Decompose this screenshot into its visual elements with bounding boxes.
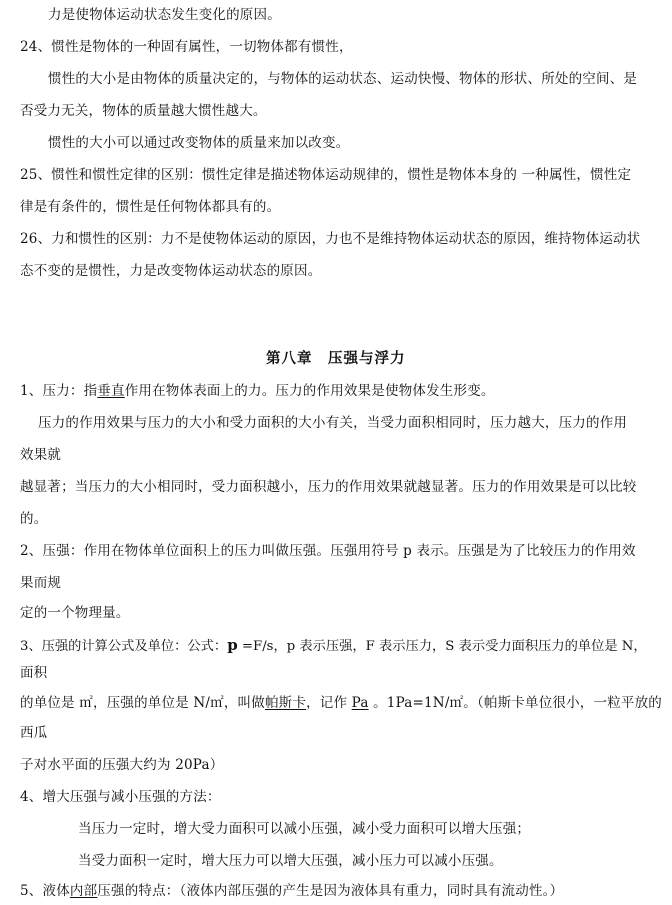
text-line: 力是使物体运动状态发生变化的原因。 <box>48 7 281 23</box>
underlined-term: 内部 <box>69 883 98 899</box>
item-2: 2、压强：作用在物体单位面积上的压力叫做压强。压强用符号 p 表示。压强是为了比较压力的作用效 <box>20 543 636 559</box>
text-line: 律是有条件的，惯性是任何物体都具有的。 <box>20 199 281 215</box>
underlined-unit: Pa <box>351 695 369 711</box>
item-25: 25、惯性和惯性定律的区别：惯性定律是描述物体运动规律的，惯性是物体本身的 一种属性，惯性定 <box>20 167 632 183</box>
text-line: 态不变的是惯性，力是改变物体运动状态的原因。 <box>20 263 322 279</box>
text-line: 子对水平面的压强大约为 20Pa） <box>20 757 224 773</box>
text-line: 当受力面积一定时，增大压力可以增大压强，减小压力可以减小压强。 <box>78 853 503 869</box>
underlined-term: 帕斯卡 <box>264 695 307 711</box>
text-segment: 压强的特点：（液体内部压强的产生是因为液体具有重力，同时具有流动性。） <box>97 883 564 899</box>
chapter-title: 第八章 压强与浮力 <box>266 350 406 367</box>
text-line: 西瓜 <box>20 725 48 741</box>
text-line: 当压力一定时，增大受力面积可以减小压强，减小受力面积可以增大压强； <box>78 821 531 837</box>
text-line: 越显著；当压力的大小相同时，受力面积越小，压力的作用效果就越显著。压力的作用效果是可以比较 <box>20 479 637 495</box>
text-line: 压力的作用效果与压力的大小和受力面积的大小有关，当受力面积相同时，压力越大，压力的作用 <box>38 415 628 431</box>
text-line: 效果就 <box>20 447 62 463</box>
text-line: 果而规 <box>20 575 62 591</box>
item-5 <box>20 882 563 900</box>
text-line: 面积 <box>20 665 48 681</box>
item-4: 4、增大压强与减小压强的方法： <box>20 789 221 805</box>
text-segment: 3、压强的计算公式及单位：公式： <box>20 639 228 654</box>
formula-symbol: p <box>227 636 238 654</box>
text-line: 惯性的大小可以通过改变物体的质量来加以改变。 <box>48 135 350 151</box>
item-26: 26、力和惯性的区别：力不是使物体运动的原因，力也不是维持物体运动状态的原因，维持物体运动状 <box>20 231 641 247</box>
text-segment: 1、压力：指 <box>20 383 98 399</box>
text-line: 否受力无关，物体的质量越大惯性越大。 <box>20 103 267 119</box>
text-segment: 。1Pa=1N/㎡。（帕斯卡单位很小，一粒平放的 <box>368 695 663 711</box>
item-24: 24、惯性是物体的一种固有属性，一切物体都有惯性， <box>20 39 353 55</box>
text-line <box>20 694 662 712</box>
text-segment: =F/s，p 表示压强，F 表示压力，S 表示受力面积压力的单位是 N， <box>237 639 647 654</box>
text-line: 的。 <box>20 511 48 527</box>
text-segment: 的单位是 ㎡，压强的单位是 N/㎡，叫做 <box>20 695 265 711</box>
text-segment: ，记作 <box>306 695 352 711</box>
text-segment: 作用在物体表面上的力。压力的作用效果是使物体发生形变。 <box>124 383 495 399</box>
item-1 <box>20 382 495 400</box>
text-line: 惯性的大小是由物体的质量决定的，与物体的运动状态、运动快慢、物体的形状、所处的空间、是 <box>48 71 638 87</box>
text-line: 定的一个物理量。 <box>20 605 130 621</box>
item-3 <box>20 636 647 656</box>
underlined-term: 垂直 <box>97 383 125 399</box>
text-segment: 5、液体 <box>20 883 70 899</box>
